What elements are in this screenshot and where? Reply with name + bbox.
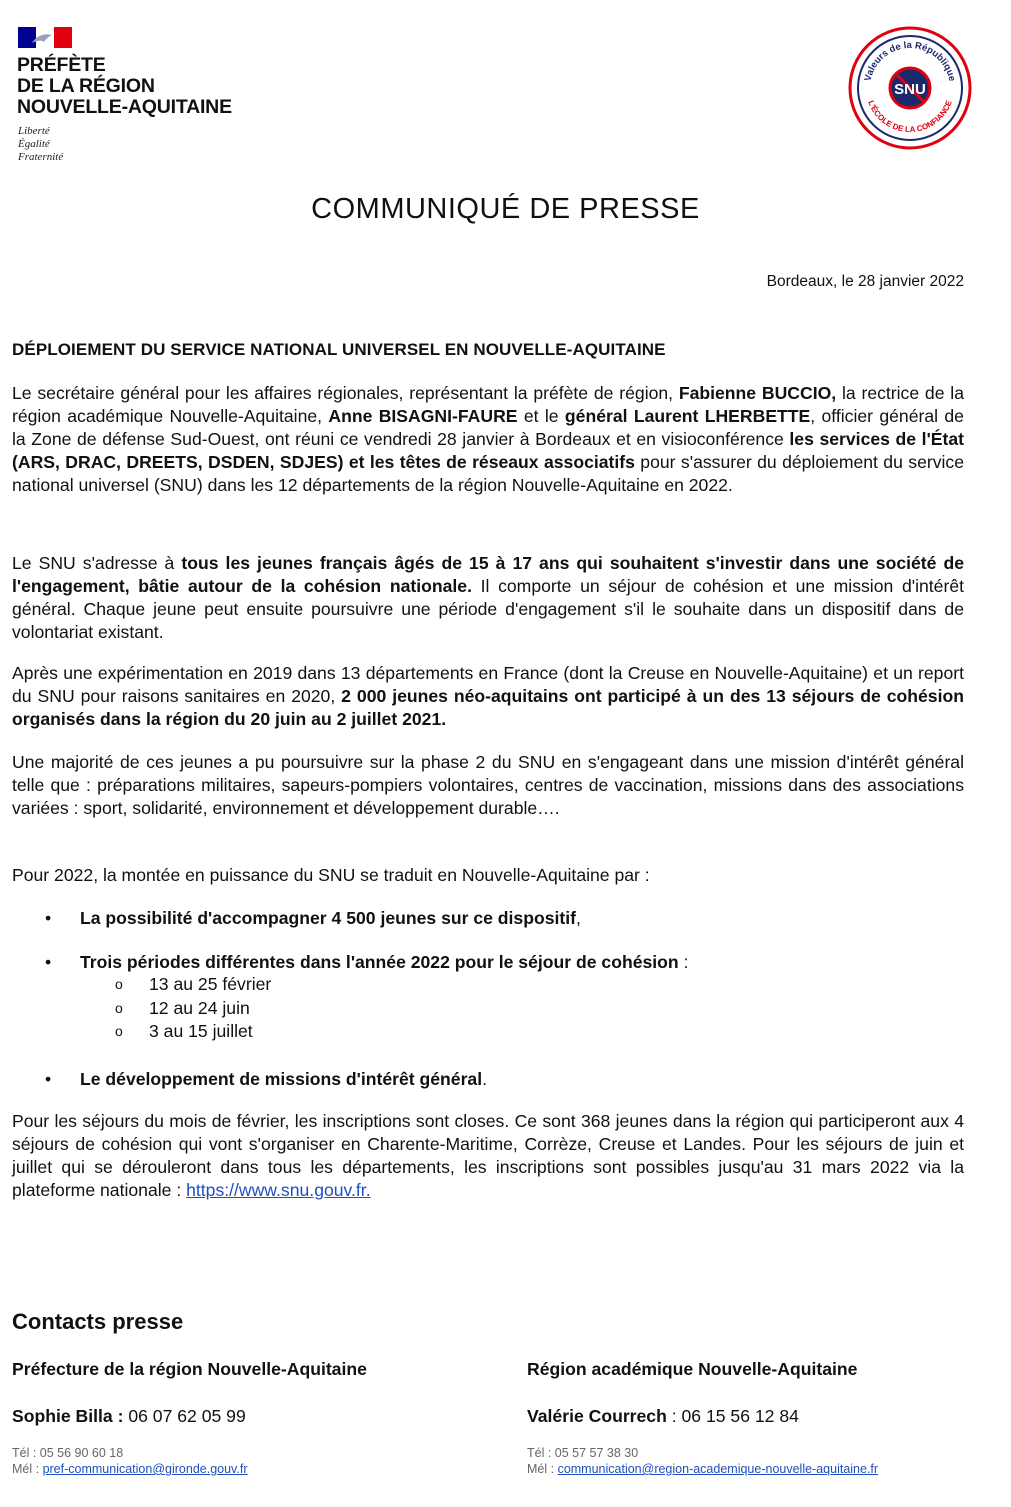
text-run: :: [678, 952, 689, 972]
republic-motto: [18, 125, 63, 164]
bold-run: 2 000 jeunes néo-aquitains ont participé à un des 13 séjours de cohésion organisés dans la région du 20 juin au 2 juillet 2021.: [12, 686, 964, 729]
marianne-flag-icon: [18, 27, 72, 48]
motto-line: Fraternité: [18, 151, 64, 163]
bullet-text: [80, 951, 688, 974]
prefecture-line: PRÉFÈTE: [17, 54, 106, 76]
tel-value: 05 56 90 60 18: [39, 1446, 124, 1460]
bullet-marker: •: [45, 952, 52, 972]
period-text: 13 au 25 février: [149, 974, 272, 994]
text-run: Après une expérimentation en 2019 dans 13 départements en France (dont la Creuse en Nouvelle-Aquitaine) et un report du SNU pour raisons sanitaires en 2020,: [12, 663, 964, 706]
tel-label: Tél :: [12, 1446, 40, 1460]
document-title: COMMUNIQUÉ DE PRESSE: [311, 193, 700, 225]
contact-org-prefecture: Préfecture de la région Nouvelle-Aquitaine: [12, 1359, 367, 1379]
text-run: et le: [517, 406, 565, 426]
prefecture-name: [17, 55, 232, 118]
svg-text:L'ÉCOLE DE LA CONFIANCE: L'ÉCOLE DE LA CONFIANCE: [866, 99, 954, 135]
contact-email-academie: [527, 1461, 878, 1477]
bold-run: Fabienne BUCCIO,: [678, 383, 837, 403]
sub-marker: o: [115, 999, 123, 1016]
snu-website-link[interactable]: https://www.snu.gouv.fr.: [186, 1180, 371, 1200]
release-heading: DÉPLOIEMENT DU SERVICE NATIONAL UNIVERSEL EN NOUVELLE-AQUITAINE: [12, 340, 666, 359]
sub-marker: o: [115, 976, 123, 992]
text-run: ,: [576, 908, 581, 928]
text-run: .: [482, 1069, 487, 1089]
paragraph-2022-intro: Pour 2022, la montée en puissance du SNU se traduit en Nouvelle-Aquitaine par :: [12, 865, 650, 885]
bold-run: Le développement de missions d'intérêt général: [80, 1069, 483, 1089]
bold-run: général Laurent LHERBETTE: [564, 406, 811, 426]
contact-tel-prefecture: [12, 1445, 123, 1461]
tel-label: Tél :: [527, 1446, 555, 1460]
bold-run: tous les jeunes français âgés de 15 à 17 ans qui souhaitent s'investir dans une société de l'engagement, bâtie autour de la cohésion nationale.: [12, 553, 964, 596]
bullet-text: [80, 1068, 487, 1091]
bold-run: La possibilité d'accompagner 4 500 jeunes sur ce dispositif: [80, 908, 576, 928]
bullet-text: [80, 907, 581, 930]
email-label: Mél :: [12, 1462, 43, 1476]
text-run: la rectrice de la région académique Nouvelle-Aquitaine,: [12, 383, 964, 426]
text-run: Pour les séjours du mois de février, les inscriptions sont closes. Ce sont 368 jeunes dans la région qui participeront aux 4 séjours de cohésion qui vont s'organiser en Charente-Maritime, Corrèze, Creuse et Landes. Pour les séjours de juin et juillet qui se dérouleront dans tous les départements, les inscriptions sont possibles jusqu'au 31 mars 2022 via la plateforme nationale :: [12, 1111, 964, 1200]
contact-name: Valérie Courrech: [527, 1406, 667, 1426]
motto-line: Égalité: [18, 138, 50, 150]
contact-name: Sophie Billa :: [12, 1406, 124, 1426]
email-link[interactable]: pref-communication@gironde.gouv.fr: [42, 1462, 248, 1476]
contact-phone: : 06 15 56 12 84: [666, 1406, 799, 1426]
paragraph-history: [12, 662, 964, 731]
tel-value: 05 57 57 38 30: [554, 1446, 639, 1460]
period-text: 12 au 24 juin: [149, 997, 250, 1018]
bold-run: Trois périodes différentes dans l'année 2022 pour le séjour de cohésion: [80, 952, 679, 972]
svg-text:SNU: SNU: [894, 81, 926, 98]
bold-run: Anne BISAGNI-FAURE: [328, 406, 518, 426]
paragraph-intro: [12, 382, 964, 497]
email-link[interactable]: communication@region-academique-nouvelle-aquitaine.fr: [557, 1462, 879, 1476]
motto-line: Liberté: [18, 125, 50, 137]
bullet-marker: •: [45, 1069, 52, 1089]
contact-person-academie: [527, 1406, 799, 1427]
bullet-marker: •: [45, 908, 52, 928]
contacts-title: Contacts presse: [12, 1309, 184, 1334]
contact-email-prefecture: [12, 1461, 247, 1477]
text-run: , officier général de la Zone de défense Sud-Ouest, ont réuni ce vendredi 28 janvier à Bordeaux et en visioconférence: [12, 406, 964, 449]
svg-text:Valeurs de la République: Valeurs de la République: [862, 39, 958, 83]
bold-run: les services de l'État (ARS, DRAC, DREETS, DSDEN, SDJES) et les têtes de réseaux associatifs: [12, 429, 964, 472]
text-run: pour s'assurer du déploiement du service national universel (SNU) dans les 12 départements de la région Nouvelle-Aquitaine en 2022.: [12, 452, 964, 495]
period-text: 3 au 15 juillet: [149, 1021, 253, 1041]
text-run: Le secrétaire général pour les affaires régionales, représentant la préfète de région,: [12, 383, 679, 403]
paragraph-snu-target: [12, 552, 964, 644]
prefecture-line: NOUVELLE-AQUITAINE: [17, 96, 232, 118]
paragraph-registrations: [12, 1110, 964, 1202]
email-label: Mél :: [527, 1462, 558, 1476]
paragraph-phase2: Une majorité de ces jeunes a pu poursuivre sur la phase 2 du SNU en s'engageant dans une mission d'intérêt général telle que : préparations militaires, sapeurs-pompiers volontaires, centres de vaccination, missions dans des associations variées : sport, solidarité, environnement et développement durable….: [12, 752, 964, 818]
contact-tel-academie: [527, 1445, 638, 1461]
prefecture-line: DE LA RÉGION: [17, 75, 155, 97]
contact-phone: 06 07 62 05 99: [123, 1406, 246, 1426]
sub-marker: o: [115, 1023, 123, 1039]
text-run: Il comporte un séjour de cohésion et une mission d'intérêt général. Chaque jeune peut ensuite poursuivre une période d'engagement s'il le souhaite dans un dispositif dans de volontariat existant.: [12, 576, 964, 642]
contact-person-prefecture: [12, 1406, 246, 1427]
snu-logo: [848, 26, 972, 150]
contact-org-academie: Région académique Nouvelle-Aquitaine: [527, 1359, 858, 1379]
release-date: Bordeaux, le 28 janvier 2022: [766, 273, 964, 290]
text-run: Le SNU s'adresse à: [12, 553, 182, 573]
